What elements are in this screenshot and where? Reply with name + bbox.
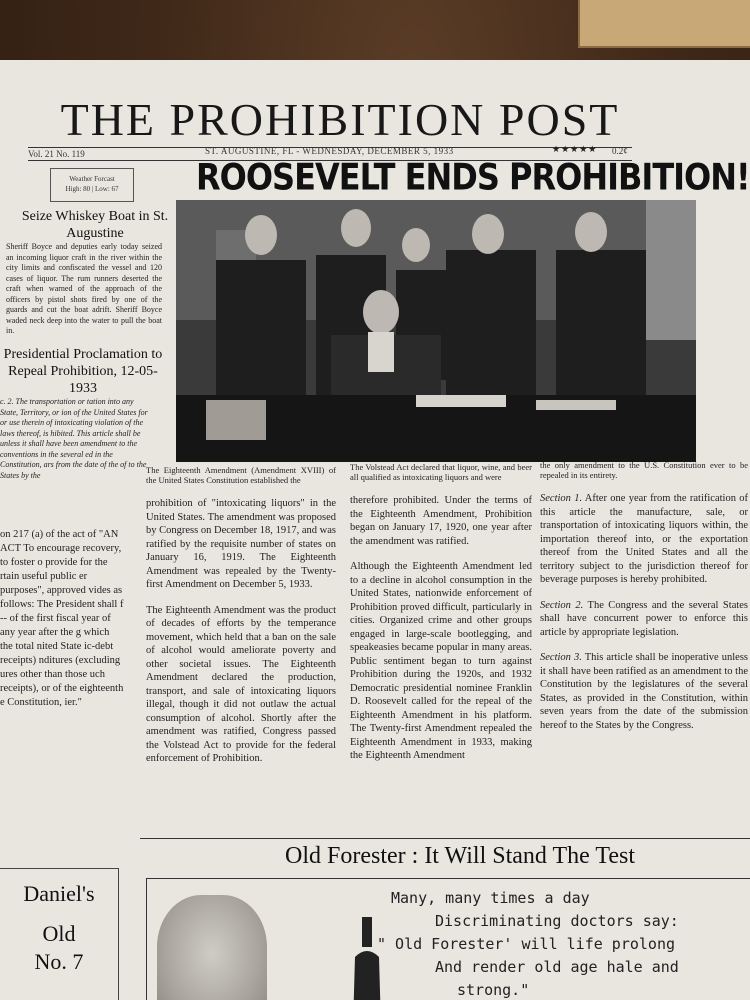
signing-photo [176,200,696,462]
weather-box [50,168,134,202]
verse-line-3: " Old Forester' will life prolong [377,935,676,953]
weather-values: High: 80 | Low: 67 [65,185,119,193]
article-column-3 [540,460,748,744]
section-1-label: Section 1. [540,493,583,504]
portrait-image [157,895,267,1000]
ad-divider [140,838,750,839]
seize-headline: Seize Whiskey Boat in St. Augustine [21,209,169,241]
column1-paragraph1: prohibition of "intoxicating liquors" in the United States. The amendment was proposed by Congress on December 18, 1917, and was ratified by the requisite number of states on January 16, 1919. The Eighteenth Amendment was repealed by the Twenty-first Amendment on December 5, 1933. [146,498,336,590]
daniels-line2: Old [42,921,76,946]
section-2-text: The Congress and the several States shall have concurrent power to enforce this article by appropriate legislation. [540,599,749,638]
rating-stars: ★★★★★ [552,144,598,154]
article-column-1 [146,465,336,778]
volume-number: Vol. 21 No. 119 [28,149,85,159]
verse-line-1: Many, many times a day [391,889,590,907]
masthead-title: THE PROHIBITION POST [60,94,620,145]
column1-intro: The Eighteenth Amendment (Amendment XVIII) of the United States Constitution established the [146,465,336,485]
verse-line-4: And render old age hale and [435,958,679,976]
forester-ad-verse [377,887,750,1000]
daniels-line1: Daniel's [23,881,95,906]
section-2 [540,599,748,640]
seize-body: Sheriff Boyce and deputies early today seized an incoming liquor craft in the river within the city limits and confiscated the vessel and 120 cases of liquor. The rum runners deserted the craft when warned of the approach of the officers by pistol shots fired by one of the guards and cut the boat adrift. Sheriff Boyce waded neck deep into the water to pull the boat in. [6,242,162,335]
main-headline: ROOSEVELT ENDS PROHIBITION! [196,155,750,199]
column2-intro: The Volstead Act declared that liquor, wine, and beer all qualified as intoxicating liquors and were [350,462,532,482]
price: 0.2¢ [612,146,628,156]
section-2-label: Section 2. [540,599,584,611]
weather-label: Weather Forcast [69,175,115,183]
daniels-ad [0,868,119,1000]
column2-paragraph2: Although the Eighteenth Amendment led to a decline in alcohol consumption in the United States, nationwide enforcement of Prohibition proved difficult, particularly in cities. Organized crime and other groups engaged in large-scale bootlegging, and speakeasies became popular in many areas. Public sentiment began to turn against Prohibition during the 1920s, and 1932 Democratic presidential nominee Franklin D. Roosevelt called for the repeal of the Eighteenth Amendment in his platform. The Twenty-first Amendment repealed the Eighteenth Amendment in 1933, making the Eighteenth Amendment [350,561,532,761]
dateline: ST. AUGUSTINE, FL - WEDNESDAY, DECEMBER 5, 1933 [205,146,454,156]
proclamation-body: c. 2. The transportation or tation into any State, Territory, or ion of the United States for or use therein of intoxicating violation of the laws thereof, is hibited. This article shall be unless it shall have been amendment to the conventions in the several ed in the Constitution, ars from the date of the of to the States by the [0,397,148,480]
section-3 [540,651,748,732]
section-3-text: This article shall be inoperative unless it shall have been ratified as an amendment to the Constitution by the legislatures of the several States, as provided in the Constitution, within seven years from the date of the submission hereof to the States by the Congress. [540,652,749,731]
section-1 [540,492,748,587]
proclamation-headline: Presidential Proclamation to Repeal Prohibition, 12-05-1933 [3,347,163,396]
wooden-box [578,0,750,48]
newspaper [0,60,750,1000]
verse-line-2: Discriminating doctors say: [435,912,679,930]
section-1-text: After one year from the ratification of this article the manufacture, sale, or transportation of intoxicating liquors within, the importation thereof into, or the exportation thereof from the United States and all the territory subject to the jurisdiction thereof for beverage purposes is hereby prohibited. [540,493,748,585]
column2-paragraph1: therefore prohibited. Under the terms of the Eighteenth Amendment, Prohibition began on January 17, 1920, one year after the amendment was ratified. [350,495,532,547]
verse-line-5: strong." [457,981,530,999]
forester-ad [146,878,750,1000]
column3-intro: the only amendment to the U.S. Constitution ever to be repealed in its entirety. [540,460,748,480]
section-3-label: Section 3. [540,652,582,663]
article-column-2 [350,462,532,775]
forester-ad-title: Old Forester : It Will Stand The Test [285,843,635,869]
act-body: on 217 (a) of the act of "AN ACT To encourage recovery, to foster o provide for the rtain useful public er purposes", approved vides as follows: The President shall f -- of the first fiscal year of any year after the g which the total nited State ic-debt receipts) nditures (excluding ures other than those uch receipts), or of the eighteenth e Constitution, ier." [0,529,124,708]
column1-paragraph2: The Eighteenth Amendment was the product of decades of efforts by the temperance movement, which held that a ban on the sale of alcohol would ameliorate poverty and other societal issues. The Eighteenth Amendment declared the production, transport, and sale of intoxicating liquors illegal, though it did not outlaw the actual consumption of alcohol. Shortly after the amendment was ratified, Congress passed the Volstead Act to provide for the federal enforcement of Prohibition. [146,604,336,764]
daniels-line3: No. 7 [34,949,84,974]
